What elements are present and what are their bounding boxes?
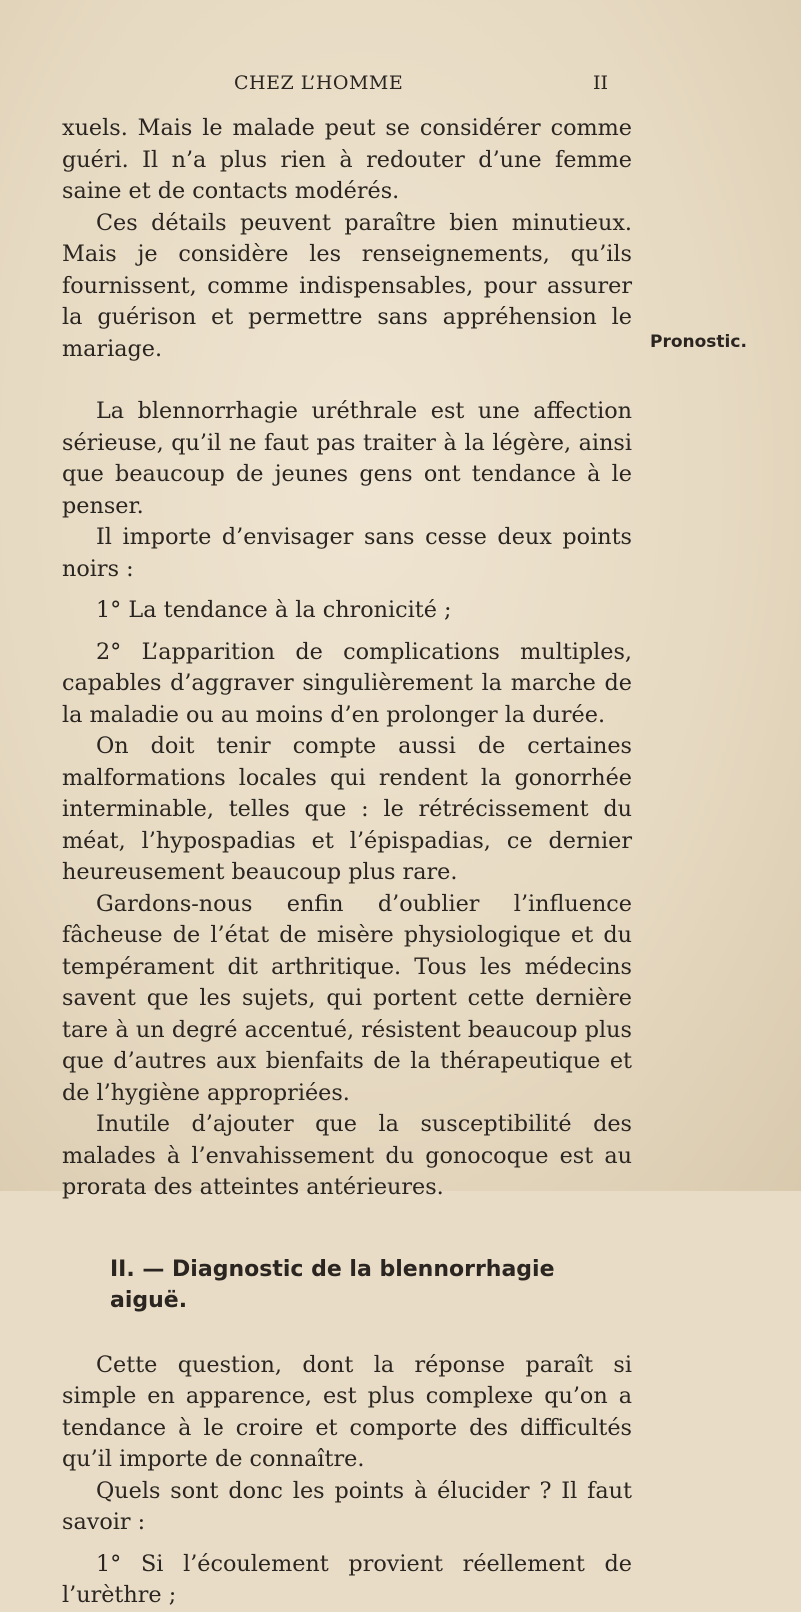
paragraph: Quels sont donc les points à élucider ? Il faut savoir :: [62, 1477, 632, 1535]
paragraph: Cette question, dont la réponse paraît si simple en apparence, est plus complexe qu’on a tendance à le croire et comporte des difficultés qu’il importe de connaître.: [62, 1351, 632, 1472]
paragraph: On doit tenir compte aussi de certaines malformations locales qui rendent la gonorrhée interminable, telles que : le rétrécissement du méat, l’hypospadias et l’épispadias, ce dernier heureusement beaucoup plus rare.: [62, 733, 632, 885]
margin-note-pronostic: Pronostic.: [650, 332, 747, 352]
page-header: [0, 72, 801, 102]
paragraph: Gardons-nous enfin d’oublier l’influence fâcheuse de l’état de misère physiologique et du tempérament dit arthritique. Tous les médecins savent que les sujets, qui portent cette dernière tare à un degré accentué, résistent beaucoup plus que d’autres aux bienfaits de la thérapeutique et de l’hygiène appropriées.: [62, 890, 632, 1106]
paragraph: Ces détails peuvent paraître bien minutieux. Mais je considère les renseignements, qu’ils fournissent, comme indispensables, pour assurer la guérison et permettre sans appréhension le mariage.: [62, 209, 632, 362]
paragraph: xuels. Mais le malade peut se considérer comme guéri. Il n’a plus rien à redouter d’une femme saine et de contacts modérés.: [62, 115, 632, 204]
paragraph: La blennorrhagie uréthrale est une affection sérieuse, qu’il ne faut pas traiter à la légère, ainsi que beaucoup de jeunes gens ont tendance à le penser.: [62, 398, 632, 519]
paragraph: Inutile d’ajouter que la susceptibilité des malades à l’envahissement du gonocoque est au prorata des atteintes antérieures.: [62, 1111, 632, 1200]
list-item: 1° Si l’écoulement provient réellement de l’urèthre ;: [62, 1550, 632, 1608]
section-heading: II. — Diagnostic de la blennorrhagie aiguë.: [110, 1256, 555, 1313]
running-title: CHEZ L’HOMME: [234, 72, 404, 94]
list-item: 1° La tendance à la chronicité ;: [96, 597, 452, 623]
list-item: 2° L’apparition de complications multiples, capables d’aggraver singulièrement la marche de la maladie ou au moins d’en prolonger la durée.: [62, 638, 632, 728]
page-number: II: [593, 72, 609, 94]
paragraph: Il importe d’envisager sans cesse deux points noirs :: [62, 524, 632, 582]
body-text: [62, 113, 632, 1612]
